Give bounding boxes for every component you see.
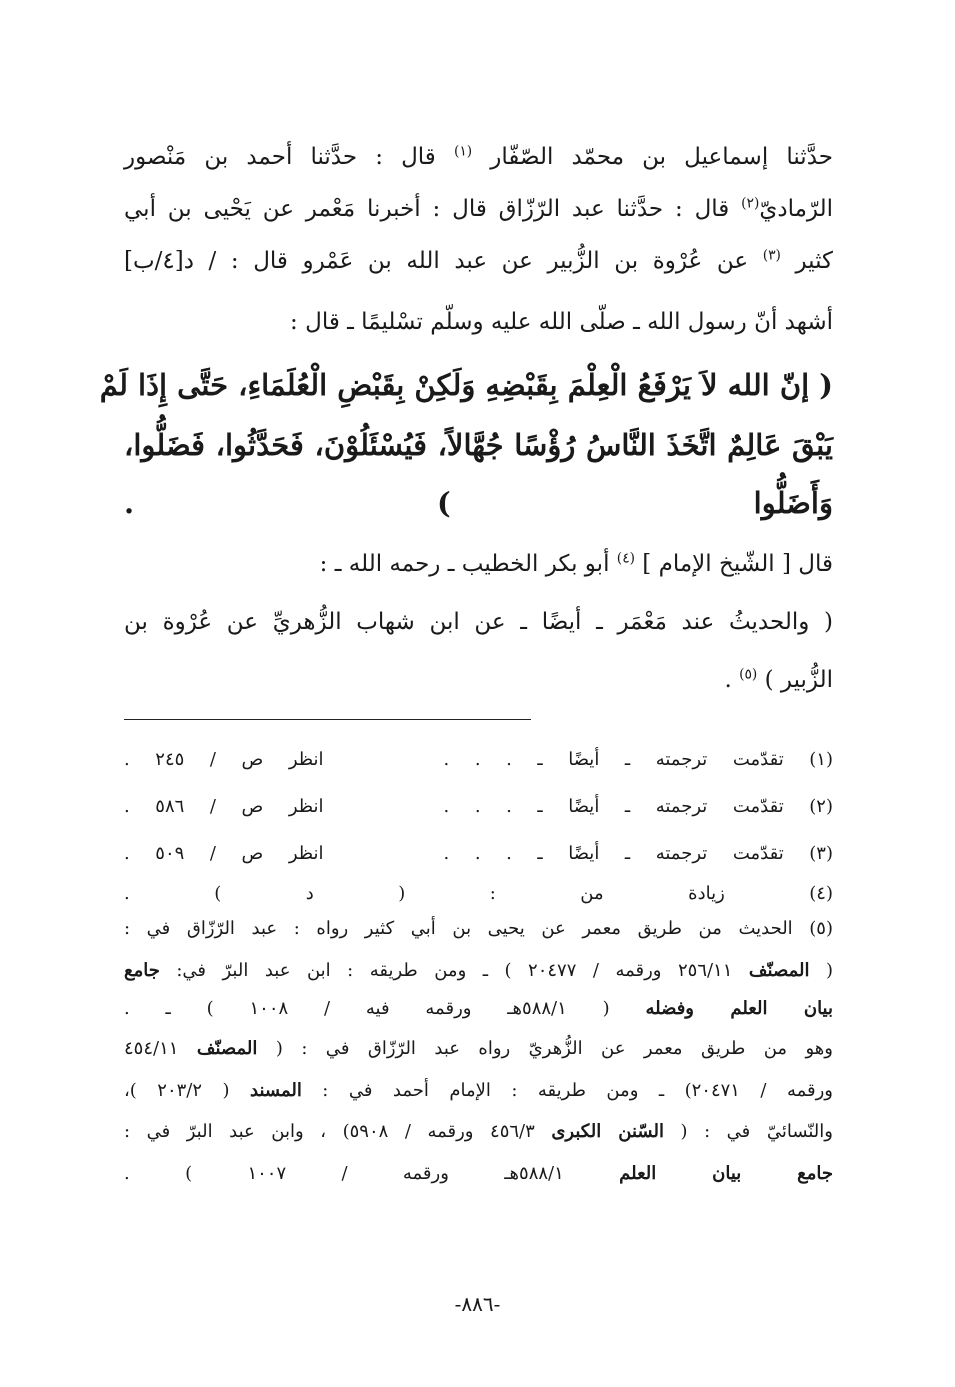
- text-segment: الزُّبير ): [757, 667, 833, 693]
- footnote-text: (١) تقدّمت ترجمته ـ أيضًا ـ . . .: [443, 749, 833, 770]
- footnote-page-ref: انظر ص / ٥٨٦ .: [124, 796, 324, 817]
- footnote-text: (٢) تقدّمت ترجمته ـ أيضًا ـ . . .: [443, 796, 833, 817]
- footnote-page-ref: انظر ص / ٢٤٥ .: [124, 749, 324, 770]
- text-segment: ورقمه / ٢٠٤٧١) ـ ومن طريقه : الإمام أحمد في :: [301, 1080, 834, 1101]
- body-line-6: ( والحديثُ عند مَعْمَر ـ أيضًا ـ عن ابن شهاب الزُّهريِّ عن عُرْوة بن: [124, 609, 833, 635]
- book-title: جامع بيان العلم: [619, 1163, 834, 1184]
- text-segment: حدَّثنا إسماعيل بن محمّد الصّفّار: [472, 144, 833, 170]
- text-segment: وهو من طريق معمر عن الزُّهريّ رواه عبد الرّزّاق في : (: [257, 1038, 833, 1059]
- book-title: بيان العلم وفضله: [645, 998, 833, 1019]
- footnote-5-line-4: [124, 1035, 833, 1063]
- footnote-5-line-5: [124, 1077, 833, 1105]
- book-title: المسند: [250, 1080, 302, 1101]
- hadith-line-2: يَبْقَ عَالِمٌ اتَّخَذَ النَّاسُ رُؤْسًا جُهَّالاً، فَيُسْئَلُوْنَ، فَحَدَّثُوا، فَضَلُّوا،: [124, 428, 833, 462]
- footnote-text: (٣) تقدّمت ترجمته ـ أيضًا ـ . . .: [443, 843, 833, 864]
- footnote-3: [124, 840, 833, 868]
- footnote-5-line-1: (٥) الحديث من طريق معمر عن يحيى بن أبي كثير رواه : عبد الرّزّاق في :: [124, 918, 833, 939]
- footnote-ref-3: (٣): [762, 247, 781, 264]
- text-segment: (: [809, 960, 833, 981]
- book-title: جامع: [124, 960, 160, 981]
- footnote-page-ref: انظر ص / ٥٠٩ .: [124, 843, 324, 864]
- book-title: المصنّف: [748, 960, 810, 981]
- book-title: المصنّف: [196, 1038, 258, 1059]
- footnote-ref-1: (١): [453, 143, 473, 160]
- text-segment: ٥٨٨/١هـ ورقمه / ١٠٠٧ ) .: [124, 1163, 620, 1184]
- hadith-line-1: ( إنّ الله لاَ يَرْفَعُ الْعِلْمَ بِقَبْضِهِ وَلَكِنْ بِقَبْضِ الْعُلَمَاءِ، حَتَّى إِذَا لَمْ: [99, 368, 833, 402]
- text-segment: ( ٢٠٣/٢ )،: [124, 1080, 250, 1101]
- footnote-4: (٤) زيادة من : ( د ) .: [124, 883, 833, 904]
- body-line-3: [124, 244, 833, 278]
- text-segment: قال [ الشّيخ الإمام ]: [635, 551, 833, 577]
- body-line-4: [200, 305, 833, 339]
- footnote-5-line-2: [124, 957, 833, 985]
- text-segment: أشهد أنّ رسول الله ـ صلّى الله عليه وسلّم تسْليمًا ـ قال :: [290, 309, 833, 335]
- footnote-2: [124, 793, 833, 821]
- text-segment: قال : حدَّثنا أحمد بن مَنْصور: [124, 144, 454, 170]
- text-segment: ٤٥٦/٣ ورقمه / ٥٩٠٨) ، وابن عبد البرّ في :: [124, 1121, 552, 1142]
- book-title: السّنن الكبرى: [551, 1121, 664, 1142]
- text-segment: كثير: [780, 248, 833, 274]
- footnote-ref-4: (٤): [616, 550, 635, 567]
- body-line-5: [124, 547, 833, 581]
- body-line-1: [124, 140, 833, 174]
- text-segment: .: [724, 667, 740, 693]
- text-segment: عن عُرْوة بن الزُّبير عن عبد الله بن عَمْرو قال : / د[٤/ب]: [124, 248, 763, 274]
- footnote-ref-5: (٥): [739, 666, 758, 683]
- footnote-5-line-7: [124, 1160, 833, 1188]
- footnote-5-line-6: [124, 1118, 833, 1146]
- text-segment: أبو بكر الخطيب ـ رحمه الله ـ :: [319, 551, 617, 577]
- text-segment: الرّماديّ: [759, 196, 833, 222]
- text-segment: ٤٥٤/١١: [124, 1038, 197, 1059]
- text-segment: ( ٥٨٨/١هـ ورقمه فيه / ١٠٠٨ ) ـ .: [124, 998, 646, 1019]
- page-number: -٨٨٦-: [454, 1292, 501, 1316]
- text-segment: والنّسائيّ في : (: [663, 1121, 833, 1142]
- body-line-7: [124, 663, 833, 697]
- body-line-2: [124, 192, 833, 226]
- text-segment: قال : حدَّثنا عبد الرّزّاق قال : أخبرنا مَعْمر عن يَحْيى بن أبي: [124, 196, 742, 222]
- footnote-ref-2: (٢): [741, 195, 760, 212]
- footnote-divider: [124, 719, 531, 720]
- footnote-5-line-3: [124, 995, 833, 1023]
- text-segment: ٢٥٦/١١ ورقمه / ٢٠٤٧٧ ) ـ ومن طريقه : ابن عبد البرّ في:: [159, 960, 749, 981]
- footnote-1: [124, 746, 833, 774]
- hadith-line-3: وَأَضَلُّوا ) .: [124, 486, 833, 520]
